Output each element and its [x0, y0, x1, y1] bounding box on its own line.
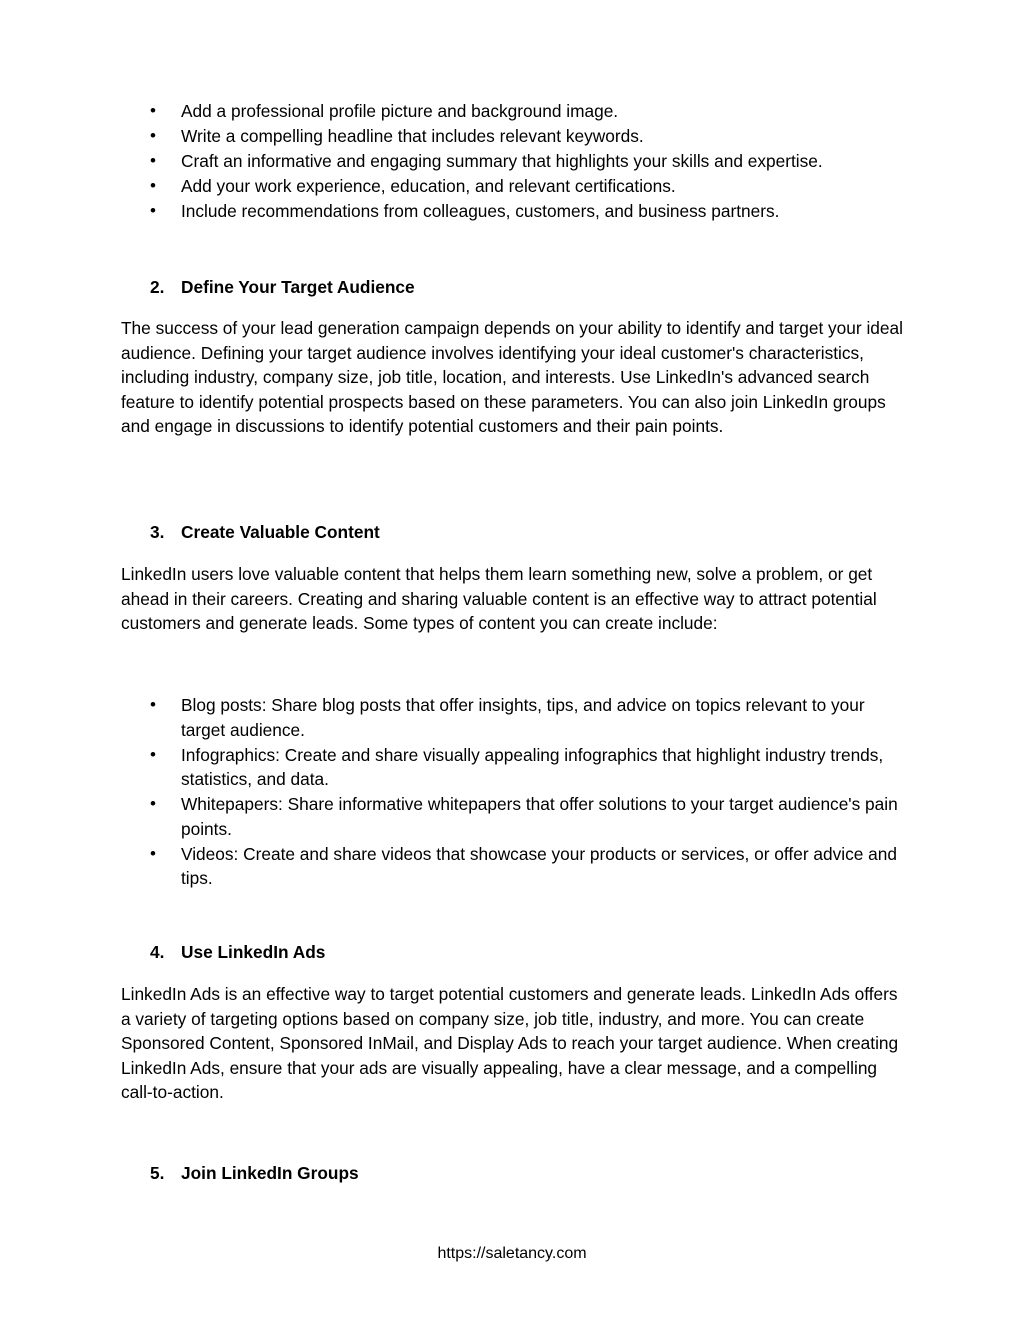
- section-3-heading: [150, 520, 380, 544]
- list-item: • Write a compelling headline that includes relevant keywords.: [0, 124, 901, 149]
- list-item: • Blog posts: Share blog posts that offer insights, tips, and advice on topics relevant to your target audience.: [0, 693, 901, 742]
- section-title: Join LinkedIn Groups: [181, 1163, 359, 1183]
- list-item: • Add a professional profile picture and background image.: [0, 99, 901, 124]
- section-4-body: LinkedIn Ads is an effective way to target potential customers and generate leads. LinkedIn Ads offers a variety of targeting options based on company size, job title, industry, and more. You can create Sponsored Content, Sponsored InMail, and Display Ads to reach your target audience. When creating LinkedIn Ads, ensure that your ads are visually appealing, have a clear message, and a compelling call-to-action.: [121, 984, 899, 1102]
- section-number: 4.: [150, 942, 165, 962]
- list-item: • Add your work experience, education, and relevant certifications.: [0, 174, 901, 199]
- list-item: • Craft an informative and engaging summary that highlights your skills and expertise.: [0, 149, 901, 174]
- section-title: Define Your Target Audience: [181, 277, 415, 297]
- section-title: Use LinkedIn Ads: [181, 942, 326, 962]
- section-2-heading: [150, 275, 415, 299]
- footer-url: https://saletancy.com: [437, 1245, 587, 1262]
- section-number: 5.: [150, 1163, 165, 1183]
- list-item: • Videos: Create and share videos that showcase your products or services, or offer advice and tips.: [0, 842, 901, 891]
- section-number: 2.: [150, 277, 165, 297]
- section-4-heading: [150, 940, 325, 964]
- section-2-body: The success of your lead generation campaign depends on your ability to identify and target your ideal audience. Defining your target audience involves identifying your ideal customer's characteristics, including industry, company size, job title, location, and interests. Use LinkedIn's advanced search feature to identify potential prospects based on these parameters. You can also join LinkedIn groups and engage in discussions to identify potential customers and their pain points.: [121, 318, 903, 436]
- section-3-body: LinkedIn users love valuable content that helps them learn something new, solve a problem, or get ahead in their careers. Creating and sharing valuable content is an effective way to attract potential customers and generate leads. Some types of content you can create include:: [121, 564, 877, 633]
- list-item: • Include recommendations from colleagues, customers, and business partners.: [0, 199, 901, 224]
- content-types-list: [0, 693, 901, 891]
- section-5-heading: [150, 1161, 359, 1185]
- profile-tips-list: [0, 99, 901, 224]
- section-title: Create Valuable Content: [181, 522, 380, 542]
- list-item: • Whitepapers: Share informative whitepapers that offer solutions to your target audience's pain points.: [0, 792, 901, 841]
- list-item: • Infographics: Create and share visually appealing infographics that highlight industry trends, statistics, and data.: [0, 743, 901, 792]
- section-number: 3.: [150, 522, 165, 542]
